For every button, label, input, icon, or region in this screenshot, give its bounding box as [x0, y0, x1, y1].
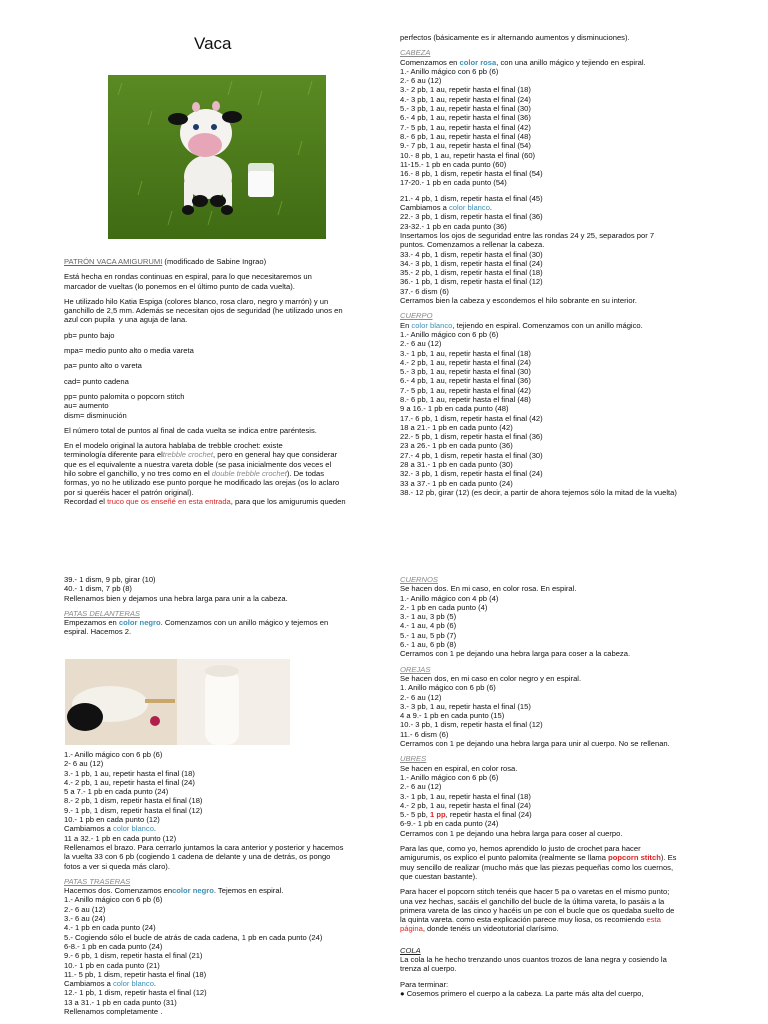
- note-trebble-crochet: En el modelo original la autora hablaba de trebble crochet: existe terminología diferente para eltrebble crochet, pero en general hay que considerar que es el equivalente a nuestra vareta doble (se pasa inicialmente dos veces el hilo sobre el ganchillo, y no tres como en el double trebble crochet). De todas formas, yo no he utilizado ese punto porque he modificado las orejas (os lo aclaro por si queréis hacer el patrón original).: [64, 441, 340, 497]
- abbr-cad: cad= punto cadena: [64, 376, 129, 386]
- section-heading-cabeza: CABEZA: [400, 48, 431, 58]
- popcorn-paragraph-2: Para hacer el popcorn stitch tenéis que hacer 5 pa o varetas en el mismo punto; una vez hechas, sacáis el ganchillo del bucle de la última vareta, lo pasáis a la primera vareta de las cinco y hacéis un pe con el bucle que os quedaba suelto de la quinta vareta. como esta explicación parece muy liosa, os recomiendo esta página, donde tenéis un videotutorial clarísimo.: [400, 887, 675, 934]
- section-heading-patas-delanteras: PATAS DELANTERAS: [64, 608, 140, 618]
- pattern-title-link[interactable]: PATRÓN VACA AMIGURUMI: [64, 257, 163, 266]
- note-total-stitches: El número total de puntos al final de cada vuelta se indica entre paréntesis.: [64, 425, 317, 435]
- cow-photo: [108, 75, 326, 239]
- section-heading-cola: COLA: [400, 945, 421, 955]
- pattern-subtitle: (modificado de Sabine Ingrao): [162, 257, 267, 266]
- cola-rows: La cola la he hecho trenzando unos cuantos trozos de lana negra y cosiendo la trenza al cuerpo.: [400, 954, 667, 974]
- abbr-pa: pa= punto alto o vareta: [64, 361, 142, 371]
- intro-paragraph-1: Está hecha en rondas continuas en espiral, para lo que necesitaremos un marcador de vueltas (lo ponemos en el último punto de cada vuelta).: [64, 272, 312, 291]
- page-title: Vaca: [194, 34, 232, 53]
- abbr-pp: pp= punto palomita o popcorn stitch au= aumento dism= disminución: [64, 391, 185, 420]
- ubres-rows: Se hacen en espiral, en color rosa. 1.- Anillo mágico con 6 pb (6) 2.- 6 au (12) 3.- 1 pb, 1 au, repetir hasta el final (18) 4.- 2 pb, 1 au, repetir hasta el final (24) 5.- 5 pb, 1 pp, repetir hasta el final (24) 6-9.- 1 pb en cada punto (24) Cerramos con 1 pe dejando una hebra larga para coser al cuerpo.: [400, 763, 623, 838]
- section-heading-patas-traseras: PATAS TRASERAS: [64, 876, 131, 886]
- cuerpo-rows: 1.- Anillo mágico con 6 pb (6) 2.- 6 au (12) 3.- 1 pb, 1 au, repetir hasta el final (18) 4.- 2 pb, 1 au, repetir hasta el final (24) 5.- 3 pb, 1 au, repetir hasta el final (30) 6.- 4 pb, 1 au, repetir hasta el final (36) 7.- 5 pb, 1 au, repetir hasta el final (42) 8.- 6 pb, 1 au, repetir hasta el final (48) 9 a 16.- 1 pb en cada punto (48) 17.- 6 pb, 1 dism, repetir hasta el final (42) 18 a 21.- 1 pb en cada punto (42) 22.- 5 pb, 1 dism, repetir hasta el final (36) 23 a 26.- 1 pb en cada punto (36) 27.- 4 pb, 1 dism, repetir hasta el final (30) 28 a 31.- 1 pb en cada punto (30) 32.- 3 pb, 1 dism, repetir hasta el final (24) 33 a 37.- 1 pb en cada punto (24) 38.- 12 pb, girar (12) (es decir, a partir de ahora tejemos sólo la mitad de la vuelta): [400, 329, 677, 497]
- patas-traseras-rows: 1.- Anillo mágico con 6 pb (6) 2.- 6 au (12) 3.- 6 au (24) 4.- 1 pb en cada punto (24) 5.- Cogiendo sólo el bucle de atrás de cada cadena, 1 pb en cada punto (24) 6-8.- 1 pb en cada punto (24) 9.- 6 pb, 1 dism, repetir hasta el final (21) 10.- 1 pb en cada punto (21) 11.- 5 pb, 1 dism, repetir hasta el final (18) Cambiamos a color blanco. 12.- 1 pb, 1 dism, repetir hasta el final (12) 13 a 31.- 1 pb en cada punto (31) Rellenamos completamente .: [64, 895, 323, 1017]
- cabeza-rows-2: 21.- 4 pb, 1 dism, repetir hasta el final (45) Cambiamos a color blanco. 22.- 3 pb, 1 dism, repetir hasta el final (36) 23-32.- 1 pb en cada punto (36) Insertamos los ojos de seguridad entre las rondas 24 y 25, separados por 7 puntos. Comenzamos a rellenar la cabeza. 33.- 4 pb, 1 dism, repetir hasta el final (30) 34.- 3 pb, 1 dism, repetir hasta el final (24) 35.- 2 pb, 1 dism, repetir hasta el final (18) 36.- 1 pb, 1 dism, repetir hasta el final (12) 37.- 6 dism (6) Cerramos bien la cabeza y escondemos el hilo sobrante en su interior.: [400, 193, 655, 306]
- cuernos-rows: Se hacen dos. En mi caso, en color rosa. En espiral. 1.- Anillo mágico con 4 pb (4) 2.- 1 pb en cada punto (4) 3.- 1 au, 3 pb (5) 4.- 1 au, 4 pb (6) 5.- 1 au, 5 pb (7) 6.- 1 au, 6 pb (8) Cerramos con 1 pe dejando una hebra larga para coser a la cabeza.: [400, 584, 631, 659]
- continued-text: perfectos (básicamente es ir alternando aumentos y disminuciones).: [400, 33, 630, 42]
- finish-bullet-1: ● Cosemos primero el cuerpo a la cabeza. La parte más alta del cuerpo,: [400, 988, 644, 998]
- section-heading-ubres: UBRES: [400, 754, 427, 764]
- cuerpo-continued: 39.- 1 dism, 9 pb, girar (10) 40.- 1 dism, 7 pb (8) Rellenamos bien y dejamos una hebra larga para unir a la cabeza.: [64, 575, 288, 603]
- finish-heading: Para terminar:: [400, 979, 449, 989]
- section-heading-cuerpo: CUERPO: [400, 311, 433, 321]
- abbr-pb: pb= punto bajo: [64, 330, 115, 340]
- leg-closing-photo: [65, 659, 290, 745]
- video-tutorial-link[interactable]: esta página: [400, 915, 661, 934]
- patas-delanteras-rows: 1.- Anillo mágico con 6 pb (6) 2- 6 au (12) 3.- 1 pb, 1 au, repetir hasta el final (18) 4.- 2 pb, 1 au, repetir hasta el final (24) 5 a 7.- 1 pb en cada punto (24) 8.- 2 pb, 1 dism, repetir hasta el final (18) 9.- 1 pb, 1 dism, repetir hasta el final (12) 10.- 1 pb en cada punto (12) Cambiamos a color blanco. 11 a 32.- 1 pb en cada punto (12) Rellenamos el brazo. Para cerrarlo juntamos la cara anterior y posterior y hacemos la vuelta 33 con 6 pb (cogiendo 1 cadena de delante y una de detrás, os pongo fotos a ver si queda más claro).: [64, 750, 344, 871]
- section-heading-orejas: OREJAS: [400, 664, 431, 674]
- popcorn-paragraph-1: Para las que, como yo, hemos aprendido lo justo de crochet para hacer amigurumis, os explico el punto palomita (realmente se llama popcorn stitch). Es muy sencillo de realizar (mucho más que las piezas pequeñas como los cuernos, que cuestan bastante).: [400, 844, 677, 881]
- trick-link[interactable]: truco que os enseñé en esta entrada: [107, 496, 231, 506]
- abbr-mpa: mpa= medio punto alto o media vareta: [64, 346, 194, 356]
- intro-paragraph-2: He utilizado hilo Katia Espiga (colores blanco, rosa claro, negro y marrón) y un ganchillo de 2,5 mm. Además se necesitan ojos de seguridad (he utilizado unos en azul con pupila y una aguja de lana.: [64, 296, 343, 325]
- cabeza-rows: 1.- Anillo mágico con 6 pb (6) 2.- 6 au (12) 3.- 2 pb, 1 au, repetir hasta el final (18) 4.- 3 pb, 1 au, repetir hasta el final (24) 5.- 3 pb, 1 au, repetir hasta el final (30) 6.- 4 pb, 1 au, repetir hasta el final (36) 7.- 5 pb, 1 au, repetir hasta el final (42) 8.- 6 pb, 1 au, repetir hasta el final (48) 9.- 7 pb, 1 au, repetir hasta el final (54) 10.- 8 pb, 1 au, repetir hasta el final (60) 11-15.- 1 pb en cada punto (60) 16.- 8 pb, 1 dism, repetir hasta el final (54) 17-20.- 1 pb en cada punto (54): [400, 66, 543, 188]
- section-heading-cuernos: CUERNOS: [400, 575, 438, 584]
- orejas-rows: Se hacen dos, en mi caso en color negro y en espiral. 1. Anillo mágico con 6 pb (6) 2.- 6 au (12) 3.- 3 pb, 1 au, repetir hasta el final (15) 4 a 9.- 1 pb en cada punto (15) 10.- 3 pb, 1 dism, repetir hasta el final (12) 11.- 6 dism (6) Cerramos con 1 pe dejando una hebra larga para unir al cuerpo. No se rellenan.: [400, 673, 670, 749]
- note-remember: Recordad el truco que os enseñé en esta entrada, para que los amigurumis queden: [64, 496, 346, 506]
- bullet-icon: ●: [400, 988, 407, 998]
